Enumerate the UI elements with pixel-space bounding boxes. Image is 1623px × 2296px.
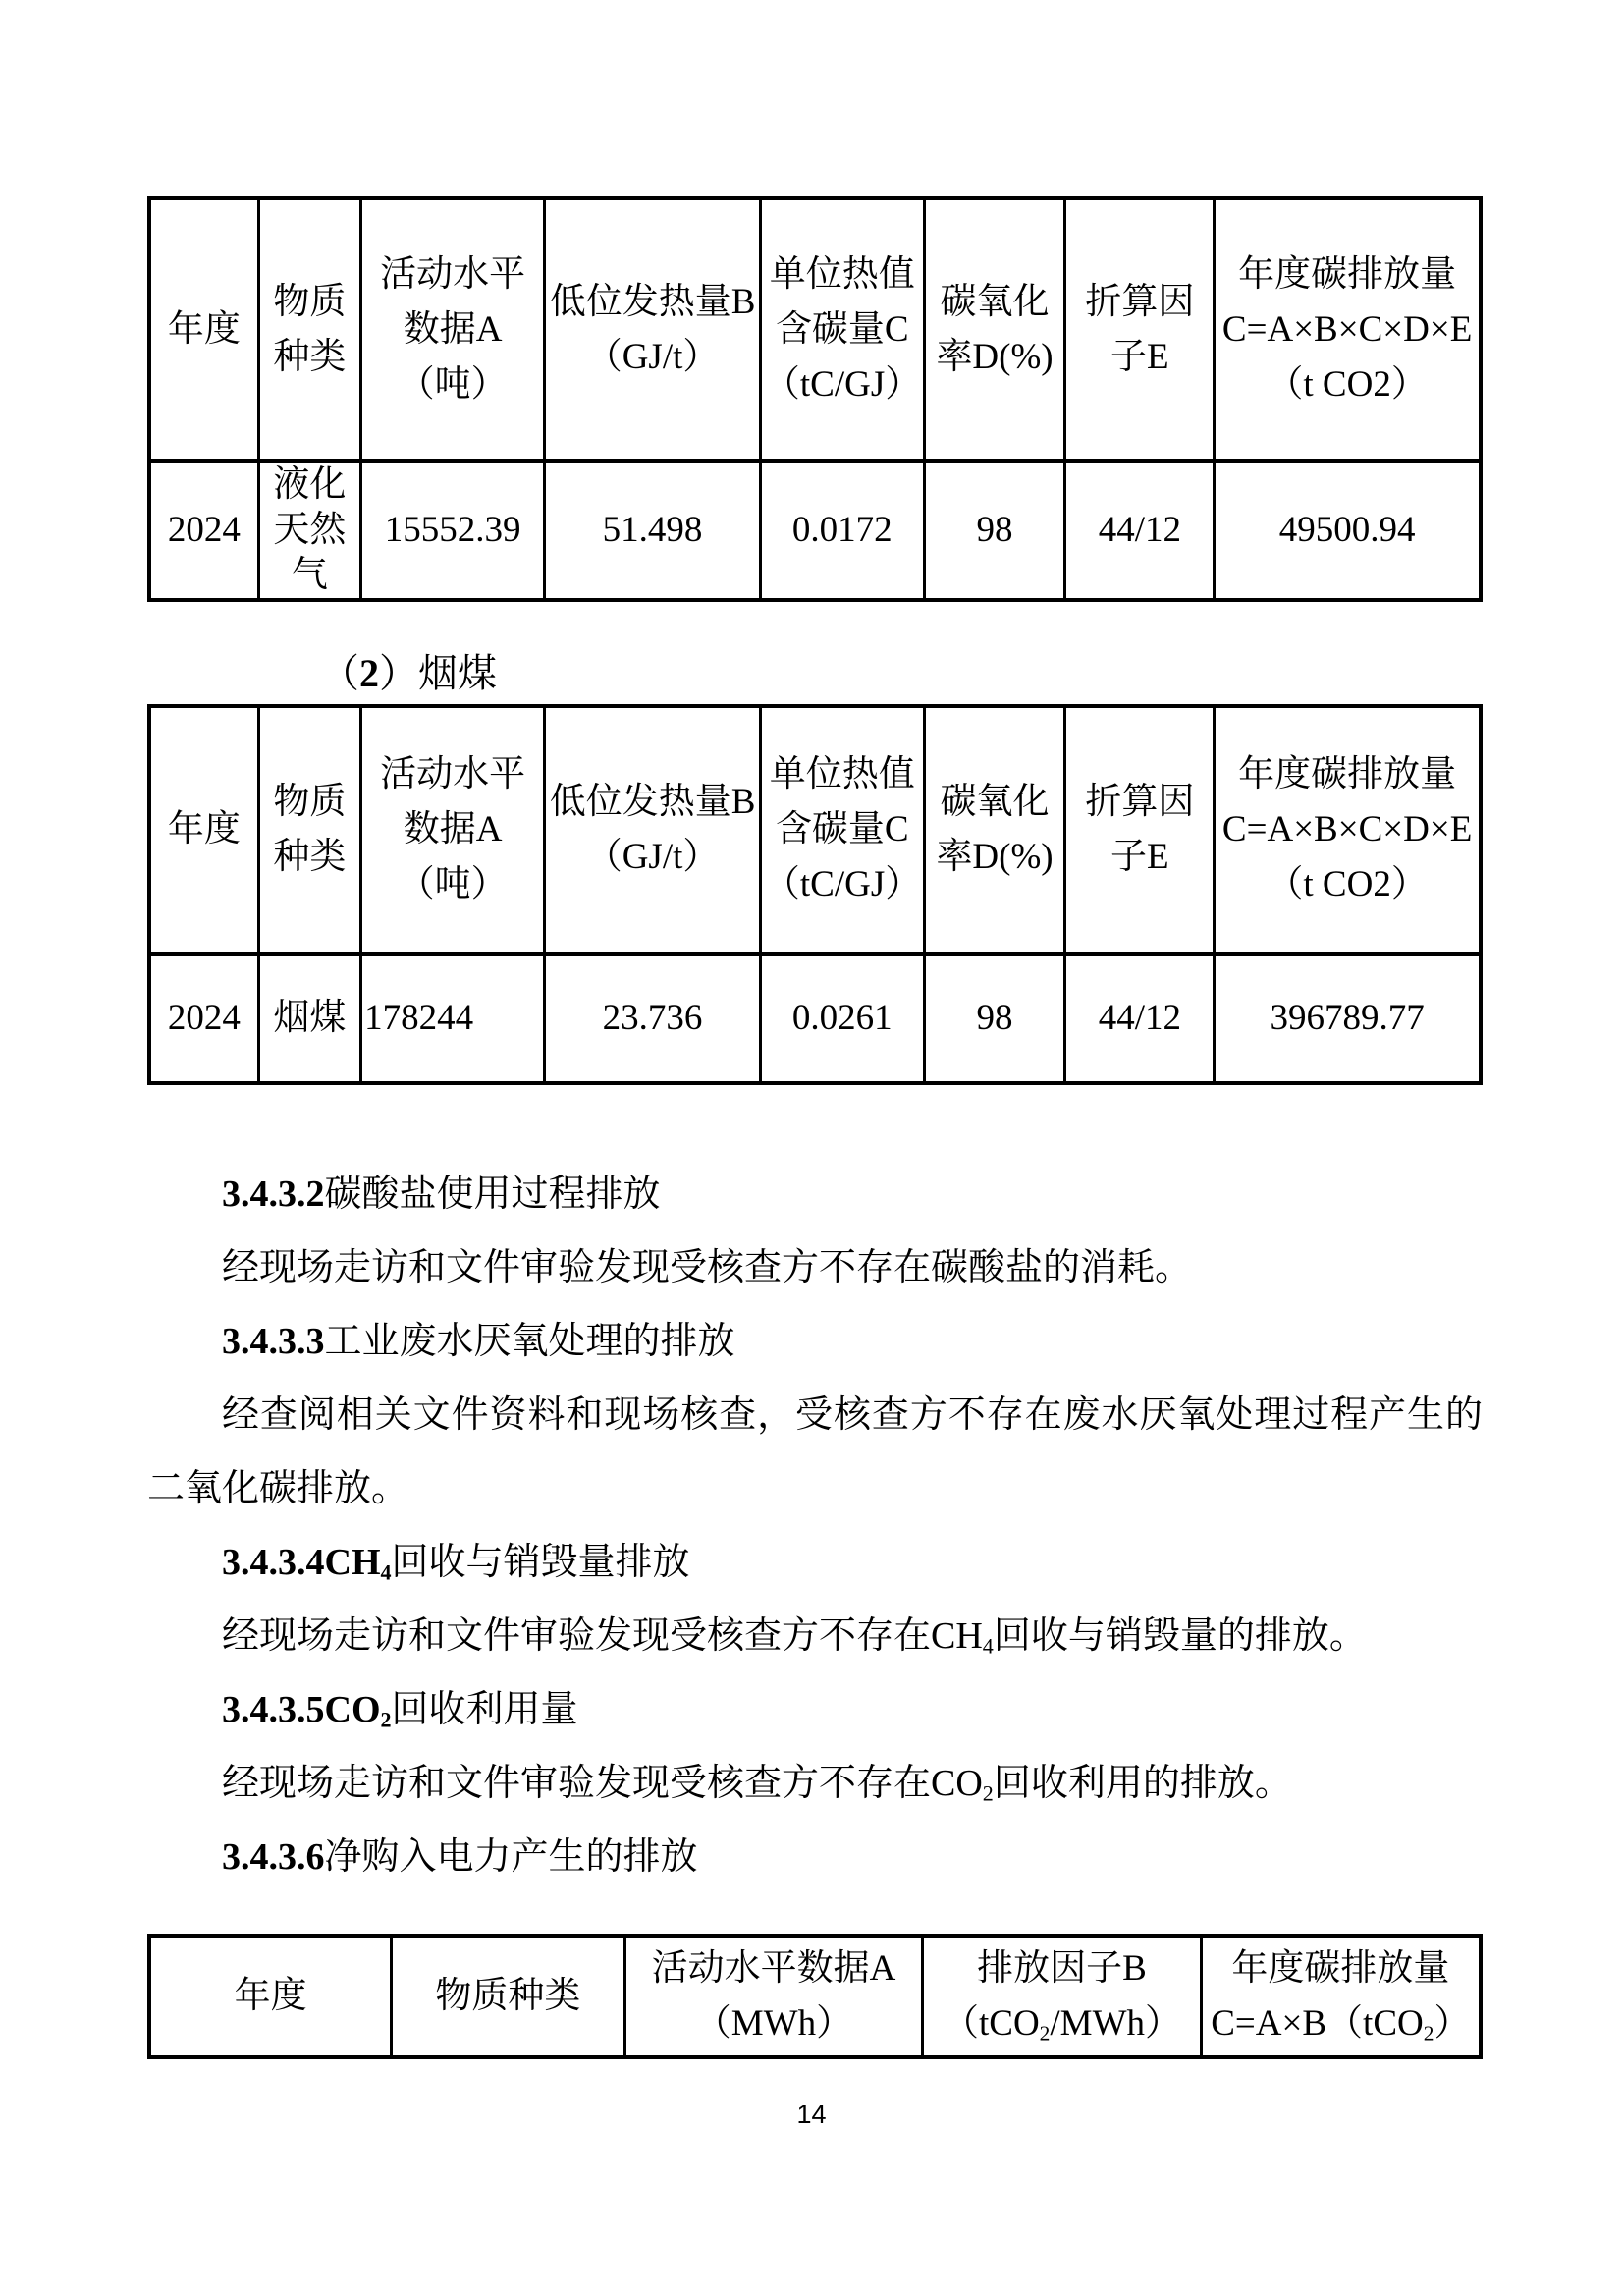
cell-oxidation-rate: 98 — [924, 954, 1065, 1083]
cell-carbon-content: 0.0172 — [760, 461, 924, 600]
cell-conversion-factor: 44/12 — [1065, 461, 1215, 600]
chemical-formula: CH — [324, 1542, 381, 1583]
section-body-3-4-3-5 — [147, 1747, 1483, 1821]
cell-year: 2024 — [149, 954, 258, 1083]
col-header-activity-data: 活动水平数据A（吨） — [361, 198, 545, 461]
cell-annual-emission: 396789.77 — [1215, 954, 1481, 1083]
lng-table-header-row — [149, 198, 1481, 461]
cell-material: 烟煤 — [258, 954, 360, 1083]
col-header-material: 物质种类 — [258, 198, 360, 461]
coal-label-post: ）烟煤 — [379, 651, 497, 695]
chemical-subscript: 4 — [380, 1559, 392, 1585]
col-header-conversion-factor: 折算因子E — [1065, 198, 1215, 461]
col-header-year: 年度 — [149, 1936, 392, 2057]
section-number: 3.4.3.2 — [222, 1174, 325, 1215]
col-header-emission-factor: 排放因子B（tCO$_2$/MWh） — [923, 1936, 1201, 2057]
body-text: 回收与销毁量的排放。 — [993, 1615, 1367, 1657]
chemical-subscript: 2 — [982, 1780, 994, 1806]
coal-table-header-row — [149, 706, 1481, 954]
col-header-heating-value: 低位发热量B（GJ/t） — [545, 706, 761, 954]
section-title: 回收利用量 — [391, 1689, 578, 1730]
electricity-table-header-row — [149, 1936, 1481, 2057]
col-header-activity-data: 活动水平数据A（MWh） — [624, 1936, 923, 2057]
col-header-conversion-factor: 折算因子E — [1065, 706, 1215, 954]
col-header-carbon-content: 单位热值含碳量C（tC/GJ） — [760, 198, 924, 461]
chemical-subscript: 4 — [982, 1633, 994, 1659]
section-number: 3.4.3.6 — [222, 1836, 325, 1878]
cell-conversion-factor: 44/12 — [1065, 954, 1215, 1083]
col-header-annual-emission: 年度碳排放量C=A×B（tCO$_2$） — [1201, 1936, 1481, 2057]
cell-year: 2024 — [149, 461, 258, 600]
section-title: 净购入电力产生的排放 — [324, 1836, 698, 1878]
section-heading-3-4-3-4 — [147, 1526, 1483, 1600]
col-header-annual-emission: 年度碳排放量C=A×B×C×D×E（t CO2） — [1215, 706, 1481, 954]
col-header-material: 物质种类 — [258, 706, 360, 954]
cell-carbon-content: 0.0261 — [760, 954, 924, 1083]
chemical-subscript: 2 — [1039, 2021, 1051, 2046]
chemical-formula: CO — [324, 1689, 381, 1730]
section-heading-3-4-3-5 — [147, 1673, 1483, 1747]
section-number: $3.4.3.4CH_4$ — [222, 1542, 392, 1585]
cell-oxidation-rate: 98 — [924, 461, 1065, 600]
section-body-3-4-3-3: 经查阅相关文件资料和现场核查，受核查方不存在废水厌氧处理过程产生的二氧化碳排放。 — [147, 1394, 1483, 1509]
section-title: 工业废水厌氧处理的排放 — [324, 1321, 735, 1362]
section-title: 回收与销毁量排放 — [391, 1542, 690, 1583]
coal-label-number: 2 — [359, 651, 379, 695]
section-title: 碳酸盐使用过程排放 — [324, 1174, 661, 1215]
col-header-annual-emission: 年度碳排放量C=A×B×C×D×E（t CO2） — [1215, 198, 1481, 461]
body-text: 回收利用的排放。 — [993, 1763, 1292, 1804]
col-header-material: 物质种类 — [392, 1936, 624, 2057]
cell-activity-data: 15552.39 — [361, 461, 545, 600]
electricity-emission-table — [147, 1934, 1483, 2059]
section-number: $3.4.3.5CO_2$ — [222, 1689, 392, 1732]
cell-material: 液化天然气 — [258, 461, 360, 600]
chemical-subscript: 2 — [380, 1707, 392, 1732]
body-text: 经现场走访和文件审验发现受核查方不存在CH — [222, 1615, 983, 1657]
col-header-oxidation-rate: 碳氧化率D(%) — [924, 198, 1065, 461]
page-number: 14 — [796, 2100, 827, 2129]
chemical-subscript: 2 — [1423, 2021, 1434, 2046]
section-body-3-4-3-4 — [147, 1600, 1483, 1673]
section-body-3-4-3-2: 经现场走访和文件审验发现受核查方不存在碳酸盐的消耗。 — [222, 1247, 1193, 1288]
cell-annual-emission: 49500.94 — [1215, 461, 1481, 600]
col-header-activity-data: 活动水平数据A（吨） — [361, 706, 545, 954]
coal-table-data-row — [149, 954, 1481, 1083]
col-header-oxidation-rate: 碳氧化率D(%) — [924, 706, 1065, 954]
cell-activity-data: 178244 — [361, 954, 545, 1083]
section-heading-3-4-3-3 — [147, 1305, 1483, 1379]
cell-heating-value: 51.498 — [545, 461, 761, 600]
col-header-year: 年度 — [149, 706, 258, 954]
col-header-carbon-content: 单位热值含碳量C（tC/GJ） — [760, 706, 924, 954]
coal-emission-table — [147, 704, 1483, 1085]
coal-subsection-label — [147, 647, 1483, 700]
section-number: 3.4.3.3 — [222, 1321, 325, 1362]
section-heading-3-4-3-2 — [147, 1158, 1483, 1231]
col-header-year: 年度 — [149, 198, 258, 461]
col-header-heating-value: 低位发热量B（GJ/t） — [545, 198, 761, 461]
text-sections — [147, 1158, 1483, 1894]
document-content — [147, 0, 1483, 2059]
cell-heating-value: 23.736 — [545, 954, 761, 1083]
section-heading-3-4-3-6 — [147, 1821, 1483, 1894]
lng-emission-table — [147, 196, 1483, 602]
body-text: 经现场走访和文件审验发现受核查方不存在CO — [222, 1763, 983, 1804]
lng-table-data-row — [149, 461, 1481, 600]
coal-label-pre: （ — [320, 651, 359, 695]
